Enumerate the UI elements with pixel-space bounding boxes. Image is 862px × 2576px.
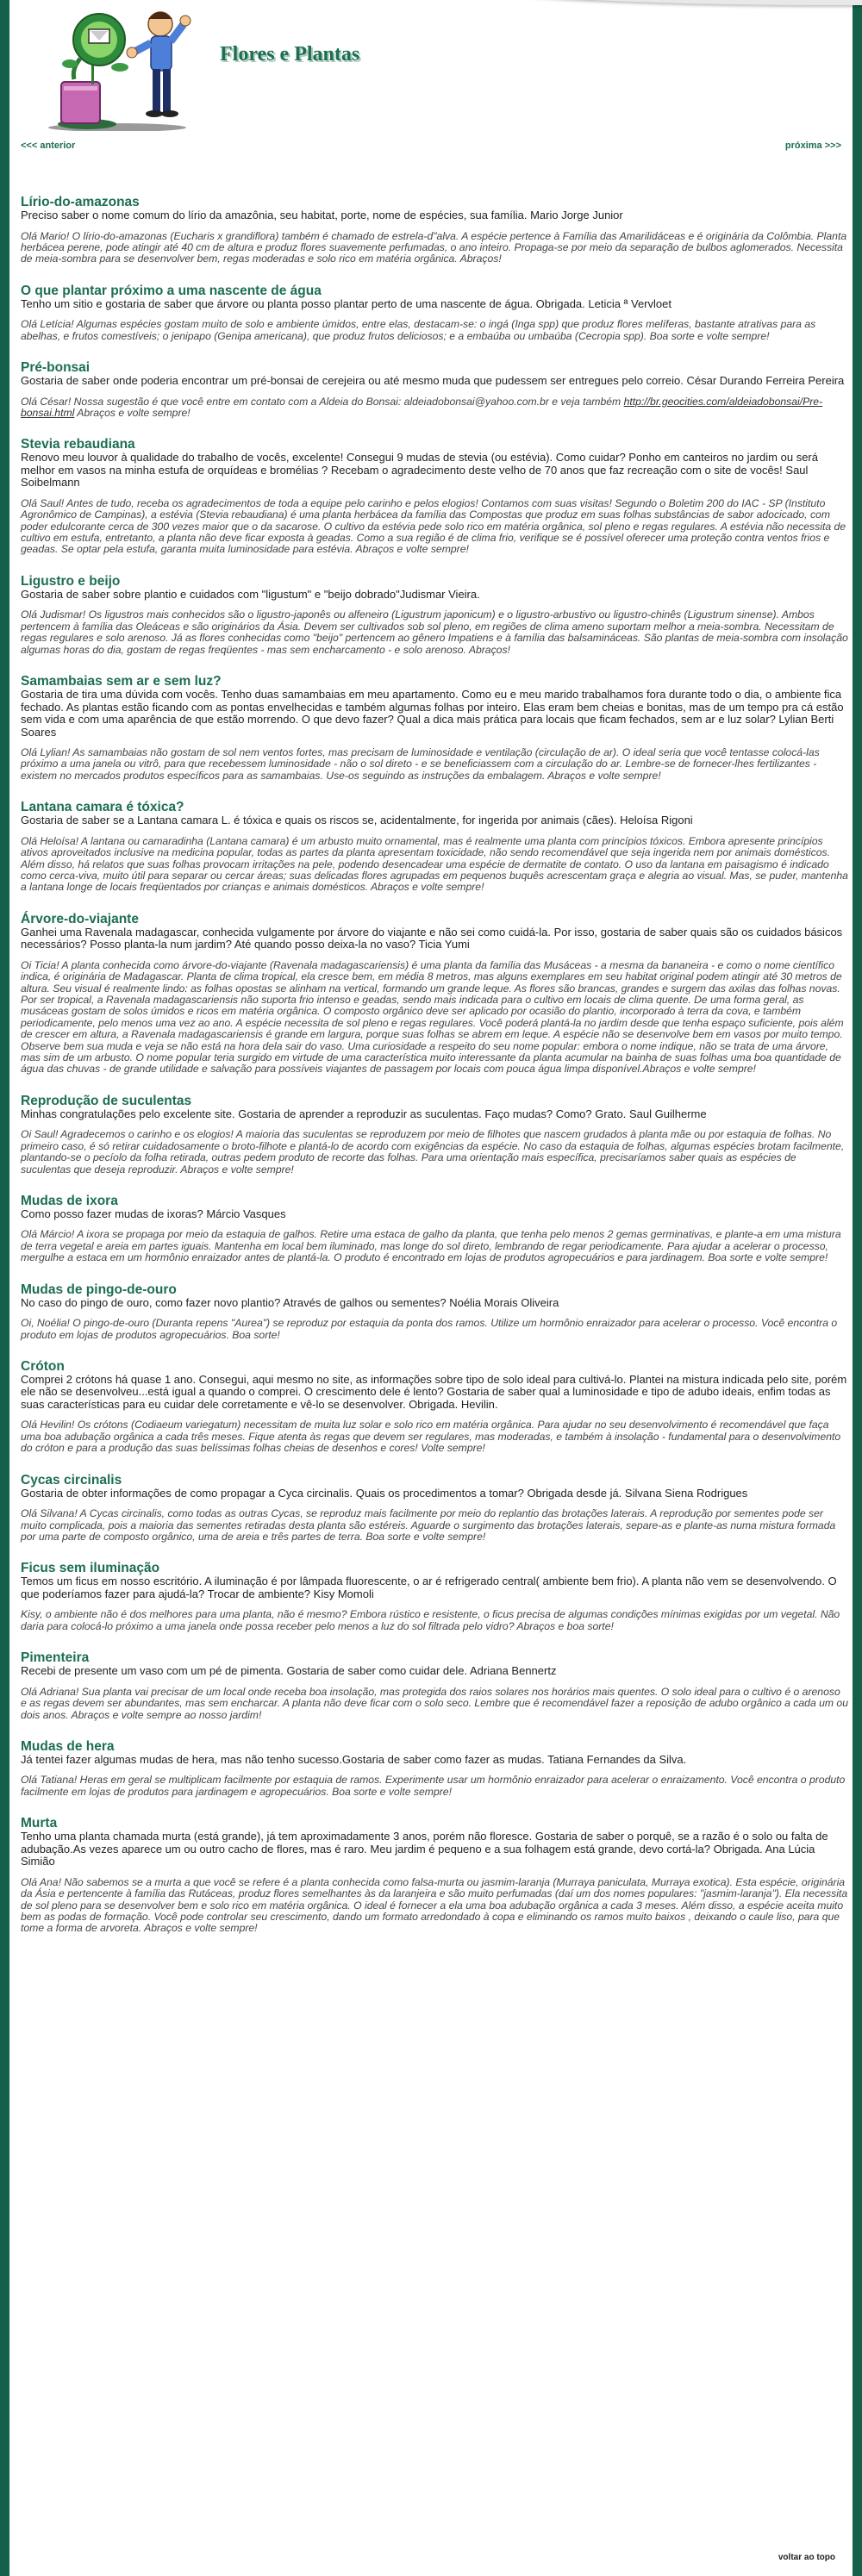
qa-entry	[21, 1194, 848, 1264]
answer-closing: Abraços e volte sempre!	[74, 406, 191, 419]
entry-question: Gostaria de tira uma dúvida com vocês. Tenho duas samambaias em meu apartamento. Como eu e meu marido trabalhamos fora durante todo o dia, o ambiente fica fechado. As plantas estão ficando com as pontas envelhecidas e também algumas folhas por inteiro. Elas eram bem cheias e bonitas, mas de um tempo pra cá estão sem vida e com uma aparência de que estão morrendo. O que devo fazer? Qual a dica mais prática para locais que ficam fechados, sem ar e luz solar? Lylian Berti Soares	[21, 688, 844, 739]
entry-title: O que plantar próximo a uma nascente de água	[21, 283, 322, 298]
entry-title: Cróton	[21, 1358, 65, 1374]
entry-answer: Olá Letícia! Algumas espécies gostam muito de solo e ambiente úmidos, entre elas, destacam-se: o ingá (Inga spp) que produz flores melíferas, bastante atrativas para as abelhas, e frutos comestíveis; o jenipapo (Genipa americana), que produz frutos deliciosos; e a embaúba ou umbaúba (Cecropia spp). Boa sorte e volte sempre!	[21, 318, 816, 342]
qa-list	[21, 195, 848, 1935]
entry-question: Comprei 2 crótons há quase 1 ano. Consegui, aqui mesmo no site, as informações sobre tipo de solo ideal para cultivá-lo. Plantei na mistura indicada pelo site, porém ele não se desenvolveu...está igual a quando o comprei. O crescimento dele é lento? Gostaria de saber qual a luminosidade e tipo de adubo ideais, enfim todas as suas características para eu cuidar dele corretamente e vê-lo se desenvolver. Obrigada. Hevilin.	[21, 1372, 847, 1411]
qa-entry	[21, 1561, 848, 1632]
answer-text: Olá César! Nossa sugestão é que você entre em contato com a Aldeia do Bonsai: aldeiadobonsai@yahoo.com.br e veja também	[21, 395, 622, 408]
entry-title: Stevia rebaudiana	[21, 437, 135, 452]
entry-title: Pré-bonsai	[21, 360, 91, 376]
entry-question: Como posso fazer mudas de ixoras? Márcio Vasques	[21, 1207, 286, 1220]
qa-entry	[21, 1650, 848, 1721]
entry-title: Árvore-do-viajante	[21, 911, 139, 926]
qa-entry	[21, 800, 848, 894]
site-title: Flores e Plantas	[220, 43, 360, 65]
qa-entry	[21, 1816, 848, 1935]
entry-answer: Olá Tatiana! Heras em geral se multiplicam facilmente por estaquia de ramos. Experimente usar um hormônio enraizador para acelerar o enraizamento. Você encontra o produto facilmente em lojas de produtos para jardinagem e agropecuários. Boa sorte e volte sempre!	[21, 1774, 846, 1798]
entry-answer: Olá Márcio! A ixora se propaga por meio da estaquia de galhos. Retire uma estaca de galho da planta, que tenha pelo menos 2 gemas germinativas, e plante-a em uma mistura de terra vegetal e areia em partes iguais. Mantenha em local bem iluminado, mas longe do sol direto, lembrando de regar periodicamente. Para ajudar a acelerar o processo, mergulhe a estaca em um hormônio enraizador antes de plantá-la. O produto é encontrado em lojas de produtos agropecuários e para jardinagem. Boa sorte e volte sempre!	[21, 1228, 841, 1264]
entry-answer	[21, 396, 848, 420]
entry-answer: Olá Adriana! Sua planta vai precisar de um local onde receba boa insolação, mas protegida dos raios solares nos horários mais quentes. O solo ideal para o cultivo é o arenoso e as regas devem ser abundantes, mas sem encharcar. A planta não deve ficar com o solo seco. Lembre que é recomendável fazer a reposição de adubo orgânico a cada um ou dois anos. Abraços e volte sempre ao nosso jardim!	[21, 1685, 848, 1721]
qa-entry	[21, 437, 848, 556]
qa-entry	[21, 1282, 848, 1341]
entry-title: Mudas de ixora	[21, 1193, 118, 1208]
entry-title: Murta	[21, 1816, 58, 1831]
entry-question: Recebi de presente um vaso com um pé de pimenta. Gostaria de saber como cuidar dele. Adriana Bennertz	[21, 1664, 557, 1678]
entry-question: Gostaria de saber onde poderia encontrar um pré-bonsai de cerejeira ou até mesmo muda que pudessem ser entregues pelo correio. César Durando Ferreira Pereira	[21, 374, 845, 388]
qa-entry	[21, 1739, 848, 1798]
next-page-link[interactable]: próxima >>>	[784, 140, 841, 151]
entry-answer: Oi Saul! Agradecemos o carinho e os elogios! A maioria das suculentas se reproduzem por meio de filhotes que nascem grudados à planta mãe ou por estaquia de folhas. No primeiro caso, é só retirar cuidadosamente o broto-filhote e plantá-lo de acordo com exigências da espécie. No caso da estaquia de folhas, algumas espécies brotam facilmente, plantando-se o pecíolo da folha retirada, outras pedem produto de recorte das folhas. Para uma orientação mais específica, precisaríamos saber quais as espécies de suculentas que deseja reproduzir. Abraços e volte sempre!	[21, 1128, 845, 1176]
entry-title: Lantana camara é tóxica?	[21, 800, 184, 815]
entry-question: Preciso saber o nome comum do lírio da amazônia, seu habitat, porte, nome de espécies, sua família. Mario Jorge Junior	[21, 209, 623, 221]
qa-entry	[21, 674, 848, 782]
entry-title: Cycas circinalis	[21, 1472, 122, 1488]
qa-entry	[21, 574, 848, 656]
entry-answer: Oi, Noélia! O pingo-de-ouro (Duranta repens "Aurea") se reproduz por estaquia da ponta dos ramos. Utilize um hormônio enraizador para acelerar o processo. Você encontra o produto em lojas de produtos agropecuários. Boa sorte!	[21, 1317, 838, 1341]
entry-title: Ficus sem iluminação	[21, 1561, 160, 1576]
entry-answer: Olá Ana! Não sabemos se a murta a que você se refere é a planta conhecida como falsa-murta ou jasmim-laranja (Murraya paniculata, Murraya exotica). Esta espécie, originária da Ásia e pertencente à família das Rutáceas, produz flores semelhantes às da laranjeira e são muito perfumadas (daí um dos nomes populares: "jasmim-laranja"). Ela necessita de sol pleno para se desenvolver bem e solo rico em matéria orgânica. O ideal é fornecer a ela uma boa adubação orgânica a cada 3 meses. Além disso, a espécie aceita muito bem as podas de formação. Você pode controlar seu crescimento, dando um formato arredondado à copa e eliminando os ramos muito baixos , deixando o caule liso, para que tome a forma de arvoreta. Abraços e volte sempre!	[21, 1875, 848, 1935]
entry-title: Reprodução de suculentas	[21, 1093, 192, 1108]
entry-title: Pimenteira	[21, 1650, 90, 1666]
entry-answer: Kisy, o ambiente não é dos melhores para uma planta, não é mesmo? Embora rústico e resistente, o ficus precisa de algumas condições mínimas exigidas por um vegetal. Não daria para colocá-lo próximo a uma janela onde possa receber pelo menos a luz do sol filtrada pelo vidro? Abraços e boa sorte!	[21, 1608, 840, 1632]
entry-title: Mudas de hera	[21, 1738, 115, 1754]
qa-entry	[21, 195, 848, 265]
qa-entry	[21, 360, 848, 419]
entry-question: Tenho uma planta chamada murta (está grande), já tem aproximadamente 3 anos, porém não floresce. Gostaria de saber o porquê, se a razão é o solo ou falta de adubação.As vezes aparece um ou outro cacho de flores, mas é raro. Meu jardim é pequeno e a sua folhagem está grande, devo cortá-la? Obrigada. Ana Lúcia Simião	[21, 1830, 828, 1868]
bonsai-link[interactable]: http://br.geocities.com/aldeiadobonsai/Pre-bonsai.html	[21, 395, 823, 419]
back-to-top-link[interactable]: voltar ao topo	[778, 2553, 835, 2562]
entry-question: Minhas congratulações pelo excelente site. Gostaria de aprender a reproduzir as suculentas. Faço mudas? Como? Grato. Saul Guilherme	[21, 1107, 707, 1120]
qa-entry	[21, 1094, 848, 1176]
entry-question: Gostaria de saber se a Lantana camara L. é tóxica e quais os riscos se, acidentalmente, for ingerida por animais (cães). Heloísa Rigoni	[21, 814, 693, 827]
entry-answer: Olá Judismar! Os ligustros mais conhecidos são o ligustro-japonês ou alfeneiro (Ligustrum japonicum) e o ligustro-arbustivo ou ligustro-chinês (Ligustrum sinense). Ambos pertencem à família das Oleáceas e são originários da Ásia. Devem ser cultivados sob sol pleno, em regiões de clima ameno suportam melhor a meia-sombra. Necessitam de regas regulares e solo arenoso. Já as flores conhecidas como "beijo" pertencem ao gênero Impatiens e à família das balsamináceas. São plantas de meia-sombra com insolação algumas horas do dia, gostam de regas freqüentes - mas sem encharcamento - e solo arenoso. Abraços!	[21, 608, 848, 656]
entry-question: Tenho um sitio e gostaria de saber que árvore ou planta posso plantar perto de uma nascente de água. Obrigada. Leticia ª Vervloet	[21, 296, 671, 310]
entry-question: Temos um ficus em nosso escritório. A iluminação é por lâmpada fluorescente, o ar é refrigerado central( ambiente bem frio). A planta não vem se desenvolvendo. O que poderíamos fazer para ajudá-la? Trocar de ambiente? Kisy Momoli	[21, 1575, 837, 1600]
qa-entry	[21, 1473, 848, 1544]
qa-entry	[21, 1359, 848, 1455]
entry-question: Gostaria de saber sobre plantio e cuidados com "ligustum" e "beijo dobrado"Judismar Vieira.	[21, 587, 480, 601]
entry-question: No caso do pingo de ouro, como fazer novo plantio? Através de galhos ou sementes? Noélia Morais Oliveira	[21, 1295, 559, 1309]
entry-question: Gostaria de obter informações de como propagar a Cyca circinalis. Quais os procedimentos a tomar? Obrigada desde já. Silvana Siena Rodrigues	[21, 1486, 748, 1500]
entry-answer: Olá Hevilin! Os crótons (Codiaeum variegatum) necessitam de muita luz solar e solo rico em matéria orgânica. Para ajudar no seu desenvolvimento é recomendável que faça uma boa adubação orgânica a cada três meses. Fique atenta às regas que devem ser regulares, mas moderadas, e também à insolação - fundamental para o desenvolvimento do cróton e para a produção das suas belíssimas folhas cheias de desenhos e cores! Volte sempre!	[21, 1419, 841, 1455]
entry-answer: Olá Saul! Antes de tudo, receba os agradecimentos de toda a equipe pelo carinho e pelos elogios! Contamos com suas visitas! Segundo o Boletim 200 do IAC - SP (Instituto Agronômico de Campinas), a estévia (Stevia rebaudiana) é uma planta herbácea da família das Compostas que produz em suas folhas substâncias de sabor adocicado, com poder edulcorante cerca de 300 vezes maior que o da sacarose. O cultivo da estévia pede solo rico em matéria orgânica, sol pleno e regas regulares. A estévia não necessita de cultivo em estufa, entretanto, a planta não deve ficar exposta à geadas. Como a sua região é de clima frio, verifique se é possível oferecer uma proteção contra ventos frios e geadas. Se optar pela estufa, garanta muita luminosidade para estévia. Abraços e volte sempre!	[21, 496, 846, 556]
page	[9, 0, 853, 2576]
entry-answer: Olá Heloísa! A lantana ou camaradinha (Lantana camara) é um arbusto muito ornamental, mas é realmente uma planta com princípios tóxicos. Embora apresente princípios ativos aproveitados inclusive na medicina popular, todas as partes da planta apresentam toxicidade, não sendo recomendável que seja ingerida nem por animais domésticos. Além disso, há relatos que suas folhas provocam irritações na pele, podendo desencadear uma espécie de dermatite de contato. O uso da lantana em paisagismo é indicado como cerca-viva, muito útil para separar ou cercar áreas; suas delicadas flores agrupadas em pequenos buquês acrescentam graça e alegria ao visual. Mas, se puder, mantenha a lantana longe de locais freqüentados por crianças e animais domésticos. Abraços e volte sempre!	[21, 834, 848, 894]
entry-answer: Olá Silvana! A Cycas circinalis, como todas as outras Cycas, se reproduz mais facilmente por meio do replantio das brotações laterais. A reprodução por sementes pode ser muito complicada, pois a maioria das sementes retiradas desta planta são estéreis. Aguarde o surgimento das brotações laterais, separe-as e plante-as numa mistura formada por uma parte de composto orgânico, uma de areia e três partes de terra. Boa sorte e volte sempre!	[21, 1507, 836, 1543]
entry-title: Ligustro e beijo	[21, 573, 121, 589]
entry-title: Lírio-do-amazonas	[21, 195, 140, 209]
entry-question: Já tentei fazer algumas mudas de hera, mas não tenho sucesso.Gostaria de saber como fazer as mudas. Tatiana Fernandes da Silva.	[21, 1752, 687, 1766]
entry-question: Ganhei uma Ravenala madagascar, conhecida vulgamente por árvore do viajante e não sei como cuidá-la. Por isso, gostaria de saber quais são os cuidados básicos necessários? Posso planta-la num jardim? Até quando posso deixa-la no vaso? Ticia Yumi	[21, 925, 843, 951]
entry-answer: Oi Ticia! A planta conhecida como árvore-do-viajante (Ravenala madagascariensis) é uma planta da família das Musáceas - a mesma da bananeira - e como o nome científico indica, é originária de Madagascar. Planta de clima tropical, ela cresce bem, em média 8 metros, mas alguns exemplares em seu habitat original podem atingir até 30 metros de altura. Seu visual é realmente lindo: as folhas opostas se alinham na vertical, formando um grande leque. As flores são brancas, grandes e surgem das axilas das folhas novas. Por ser tropical, a Ravenala madagascariensis não suporta frio intenso e geadas, sendo mais indicada para o cultivo em locais de clima quente. De uma forma geral, as musáceas gostam de solos úmidos e ricos em matéria orgânica. O composto orgânico deve ser aplicado por ocasião do plantio, incorporado à terra da cova, e também periodicamente, pelo menos uma vez ao ano. A espécie necessita de sol pleno e regas regulares. Você poderá plantá-la no jardim desde que tenha espaço suficiente, pois além de crescer em altura, a Ravenala madagascariensis é grande em largura, porque suas folhas se abrem em leque. A espécie não se desenvolve bem em vasos por muito tempo. Observe bem sua muda e veja se não está na hora dela sair do vaso. Uma curiosidade a respeito do seu nome popular: embora o nome indique, não se trata de uma árvore, mas sim de um arbusto. O nome popular teria surgido em virtude de uma característica muito interessante da planta acumular na bainha de suas folhas uma boa quantidade de água das chuvas - de grande utilidade e salvação para possíveis viajantes de passagem por locais com pouca água limpa disponível.Abraços e volte sempre!	[21, 958, 844, 1076]
previous-page-link[interactable]: <<< anterior	[21, 140, 76, 151]
qa-entry	[21, 284, 848, 342]
entry-title: Mudas de pingo-de-ouro	[21, 1282, 177, 1297]
entry-answer: Olá Lylian! As samambaias não gostam de sol nem ventos fortes, mas precisam de luminosidade e ventilação (circulação de ar). O ideal seria que você tentasse colocá-las próximo a uma janela ou vitrô, para que recebessem luminosidade - não o sol direto - e se beneficiassem com a circulação do ar. Lembre-se de fornecer-lhes fertilizantes - existem no mercados produtos específicos para as samambaias. Use-os seguindo as instruções da embalagem. Abraços e volte sempre!	[21, 746, 820, 782]
qa-entry	[21, 912, 848, 1076]
logo-mascot-image	[35, 0, 221, 131]
entry-question: Renovo meu louvor à qualidade do trabalho de vocês, excelente! Consegui 9 mudas de stevia (ou estévia). Como cuidar? Ponho em canteiros no jardim ou será melhor em vasos na minha estufa de orquídeas e bromélias ? Recebam o agradecimento deste velho de 70 anos que faz recreação com o site de vocês! Saul Soibelmann	[21, 451, 818, 490]
top-decoration	[423, 0, 862, 5]
entry-answer: Olá Mario! O lírio-do-amazonas (Eucharis x grandiflora) também é chamado de estrela-d"alva. A espécie pertence à Família das Amarilidáceas e é originária da Colômbia. Planta herbácea perene, pode atingir até 40 cm de altura e produz flores suavemente perfumadas, o ano inteiro. Propaga-se por meio da separação de bulbos aglomerados. Necessita de meia-sombra para se desenvolver bem, regas moderadas e solo rico em matéria orgânica. Abraços!	[21, 229, 847, 265]
entry-title: Samambaias sem ar e sem luz?	[21, 674, 222, 689]
